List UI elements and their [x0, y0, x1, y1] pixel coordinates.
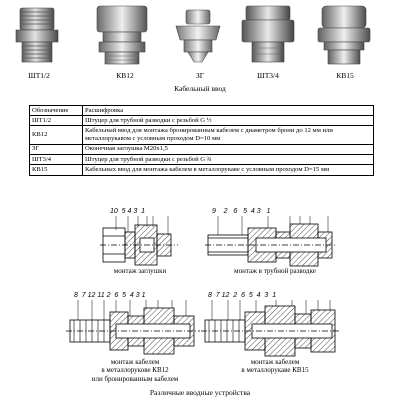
header-desc: Расшифровка: [83, 106, 374, 116]
row-code: ШТ3/4: [30, 155, 83, 165]
fitting-photo-kv15: [314, 4, 374, 66]
pipe-caption: монтаж в трубной разводке: [234, 267, 316, 275]
row-desc: Кабельный ввод для монтажа бронированным кабелем с диаметром брони до 12 мм или металлорукавом с условным проходом D=10 мм: [83, 126, 374, 144]
plug-callouts: 10 5 4 3 1: [110, 208, 146, 215]
kv12-callouts: 8 7 12 11 2 6 5 4 3 1: [74, 292, 146, 299]
kv12-caption-line: в металлорукове КВ12: [101, 366, 169, 375]
technical-drawings: [0, 200, 400, 400]
photo-label-sht12: ШТ1/2: [28, 71, 50, 80]
kv12-caption-line: или бронированным кабелем: [91, 374, 179, 383]
kv15-callouts: 8 7 12 2 6 5 4 3 1: [208, 292, 277, 299]
kv12-drawing: [66, 300, 200, 354]
kv12-caption-line: монтаж кабелем: [110, 358, 160, 366]
fitting-photo-sht12: [12, 4, 62, 66]
plug-caption: монтаж заглушки: [113, 267, 167, 275]
fitting-photo-kv12: [93, 4, 151, 66]
photo-label-sht34: ШТ3/4: [257, 71, 279, 80]
plug-drawing: [100, 216, 178, 265]
row-desc: Кабельных ввод для монтажа кабелем в металлорукаве с условным проходом D=15 мм: [83, 165, 374, 175]
kv12-caption: [70, 358, 200, 383]
pipe-callouts: 9 2 6 5 4 3 1: [212, 208, 271, 215]
row-code: КВ15: [30, 165, 83, 175]
row-code: КВ12: [30, 126, 83, 144]
photos-caption: Кабельный ввод: [174, 84, 226, 93]
table-header-row: [30, 106, 374, 116]
photo-label-zg: ЗГ: [195, 71, 205, 80]
pipe-drawing: [205, 216, 336, 266]
row-desc: Оконечная заглушка М20х1,5: [83, 144, 374, 154]
row-desc: Штуцер для трубной разводки с резьбой G ½: [83, 116, 374, 126]
table-row: [30, 116, 374, 126]
kv15-caption-line: в металлорукаве КВ15: [241, 366, 309, 375]
table-row: [30, 155, 374, 165]
kv15-caption: [210, 358, 340, 375]
header-code: Обозначение: [30, 106, 83, 116]
table-row: [30, 165, 374, 175]
footer-caption: Различные вводные устройства: [149, 388, 251, 397]
kv15-caption-line: монтаж кабелем: [250, 358, 300, 366]
designation-table: [29, 105, 374, 176]
row-code: ЗГ: [30, 144, 83, 154]
photo-label-kv12: КВ12: [116, 71, 134, 80]
row-code: ШТ1/2: [30, 116, 83, 126]
table-row: [30, 144, 374, 154]
row-desc: Штуцер для трубной разводки с резьбой G ¾: [83, 155, 374, 165]
table-row: [30, 126, 374, 144]
fitting-photo-zg: [172, 4, 224, 66]
fitting-photos: [0, 0, 400, 95]
fitting-photo-sht34: [240, 4, 296, 66]
kv15-drawing: [201, 300, 340, 356]
photo-label-kv15: КВ15: [336, 71, 354, 80]
